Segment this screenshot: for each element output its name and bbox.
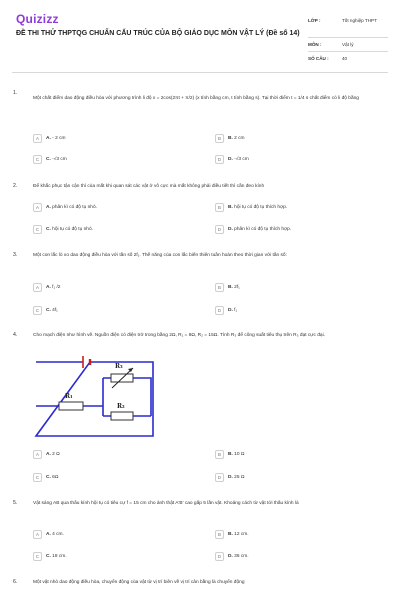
question-number: 6. xyxy=(13,579,18,585)
question-text: Để khắc phục tận cận thì của mắt khi quan sát các vật ở vô cực mà mắt không phải điều tiết thì cần đeo kính xyxy=(33,184,265,189)
option-prefix: A. xyxy=(46,285,51,290)
question-text: Cho mạch điện như hình vẽ. Nguồn điện có điện trở trong bằng 2Ω, R₁ = 8Ω, R₂ = 15Ω. Tính R₃ để công suất tiêu thụ trên R₃ đạt cực đại. xyxy=(33,333,325,338)
option-prefix: B. xyxy=(228,532,233,537)
option-prefix: A. xyxy=(46,136,51,141)
option-prefix: D. xyxy=(228,308,233,313)
option-a[interactable] xyxy=(33,134,65,144)
question-number: 5. xyxy=(13,500,18,506)
question-text xyxy=(33,95,383,103)
option-prefix: B. xyxy=(228,285,233,290)
option-letter: A xyxy=(33,530,42,539)
option-letter: B xyxy=(215,134,224,143)
option-d[interactable] xyxy=(215,552,249,562)
option-c[interactable] xyxy=(33,552,67,562)
question-text: Vật sáng AB qua thấu kính hội tụ có tiêu cự f = 15 cm cho ảnh thật A'B' cao gấp 5 lần vật. Khoảng cách từ vật tới thấu kính là xyxy=(33,501,299,506)
question-number: 4. xyxy=(13,332,18,338)
option-text: 18 cm. xyxy=(52,554,67,559)
option-text: 6Ω xyxy=(52,475,59,480)
option-b[interactable] xyxy=(215,283,240,293)
option-letter: D xyxy=(215,552,224,561)
option-letter: D xyxy=(215,306,224,315)
option-letter: C xyxy=(33,306,42,315)
r2-label: R₂ xyxy=(117,403,125,410)
question-text-before: Một chất điểm dao động điều hòa với phương trình li độ x = 2cos(2πt + π/2) xyxy=(33,96,195,101)
option-text: 2 cm xyxy=(234,136,245,141)
option-text: 2 Ω xyxy=(52,452,60,457)
option-c[interactable] xyxy=(33,306,58,316)
circuit-wires xyxy=(36,362,153,436)
option-prefix: D. xyxy=(228,554,233,559)
question-number: 2. xyxy=(13,183,18,189)
option-d[interactable] xyxy=(215,155,249,165)
option-text: hội tụ có độ tụ nhỏ. xyxy=(52,227,93,232)
option-prefix: A. xyxy=(46,452,51,457)
option-text: phân kì có độ tụ nhỏ. xyxy=(52,205,97,210)
option-d[interactable] xyxy=(215,225,291,235)
option-text: hội tụ có độ tụ thích hợp. xyxy=(234,205,288,210)
option-c[interactable] xyxy=(33,225,93,235)
option-text: 12 cm. xyxy=(234,532,249,537)
option-letter: B xyxy=(215,530,224,539)
option-text: phân kì có độ tụ thích hợp. xyxy=(234,227,292,232)
q4-option-a[interactable] xyxy=(33,450,60,460)
option-letter: B xyxy=(215,203,224,212)
question-text-after: (x tính bằng cm, t tính bằng s). Tại thời điểm t = 1/4 s chất điểm có li độ bằng xyxy=(194,96,359,101)
option-prefix: D. xyxy=(228,157,233,162)
option-letter: A xyxy=(33,283,42,292)
option-prefix: B. xyxy=(228,136,233,141)
option-a[interactable] xyxy=(33,530,64,540)
option-text: f₁ /2 xyxy=(52,285,61,290)
meta-value: 40 xyxy=(342,56,348,61)
option-letter: D xyxy=(215,473,224,482)
meta-row-subject xyxy=(308,38,388,52)
option-text: f₁ xyxy=(234,308,238,313)
option-text: 2f₁ xyxy=(234,285,240,290)
question-number: 3. xyxy=(13,252,18,258)
worksheet-title: ĐỀ THI THỬ THPTQG CHUẨN CẤU TRÚC CỦA BỘ GIÁO DỤC MÔN VẬT LÝ (Đề số 14) xyxy=(16,30,300,37)
option-letter: C xyxy=(33,473,42,482)
option-text: - 2 cm xyxy=(52,136,66,141)
option-letter: A xyxy=(33,134,42,143)
option-text: -√3 cm xyxy=(52,157,67,162)
resistor-r1 xyxy=(59,402,83,410)
question-text: Một vật nhỏ dao động điều hòa, chuyển động của vật từ vị trí biên về vị trí cân bằng là chuyển động xyxy=(33,580,245,585)
option-letter: C xyxy=(33,155,42,164)
meta-row-class xyxy=(308,14,388,38)
option-letter: A xyxy=(33,450,42,459)
meta-label: MÔN : xyxy=(308,42,322,47)
option-prefix: C. xyxy=(46,157,51,162)
option-letter: D xyxy=(215,155,224,164)
option-letter: B xyxy=(215,283,224,292)
option-letter: C xyxy=(33,552,42,561)
r3-label: R₃ xyxy=(115,363,123,370)
q4-option-b[interactable] xyxy=(215,450,244,460)
meta-row-count xyxy=(308,52,388,66)
option-prefix: C. xyxy=(46,554,51,559)
option-prefix: C. xyxy=(46,475,51,480)
option-prefix: C. xyxy=(46,308,51,313)
q4-option-d[interactable] xyxy=(215,473,244,483)
option-prefix: C. xyxy=(46,227,51,232)
option-text: 36 cm. xyxy=(234,554,249,559)
option-d[interactable] xyxy=(215,306,237,316)
option-text: 4 cm. xyxy=(52,532,64,537)
option-prefix: B. xyxy=(228,452,233,457)
option-b[interactable] xyxy=(215,530,249,540)
meta-value: Vật lý xyxy=(342,42,354,47)
option-c[interactable] xyxy=(33,155,67,165)
question-text: Một con lắc lò xo dao động điều hòa với tần số 2f₁. Thế năng của con lắc biến thiên tuần hoàn theo thời gian với tần số: xyxy=(33,253,287,258)
q4-option-c[interactable] xyxy=(33,473,58,483)
option-letter: C xyxy=(33,225,42,234)
meta-value: Tốt nghiệp THPT xyxy=(342,18,377,23)
option-text: 25 Ω xyxy=(234,475,245,480)
option-text: 4f₁ xyxy=(52,308,58,313)
circuit-diagram xyxy=(32,356,157,442)
option-prefix: A. xyxy=(46,532,51,537)
option-letter: B xyxy=(215,450,224,459)
quizizz-logo: Quizizz xyxy=(16,12,59,26)
option-prefix: D. xyxy=(228,475,233,480)
option-prefix: B. xyxy=(228,205,233,210)
option-prefix: D. xyxy=(228,227,233,232)
question-number: 1. xyxy=(13,90,18,96)
option-letter: A xyxy=(33,203,42,212)
option-a[interactable] xyxy=(33,203,97,213)
option-prefix: A. xyxy=(46,205,51,210)
option-b[interactable] xyxy=(215,134,245,144)
meta-label: LỚP : xyxy=(308,18,321,23)
option-b[interactable] xyxy=(215,203,287,213)
option-text: 10 Ω xyxy=(234,452,245,457)
resistor-r2 xyxy=(111,412,133,420)
option-text: -√3 cm xyxy=(234,157,249,162)
meta-label: SỐ CÂU : xyxy=(308,56,329,61)
meta-table xyxy=(308,14,388,66)
header-divider xyxy=(12,72,388,73)
option-letter: D xyxy=(215,225,224,234)
r1-label: R₁ xyxy=(65,393,73,400)
option-a[interactable] xyxy=(33,283,60,293)
